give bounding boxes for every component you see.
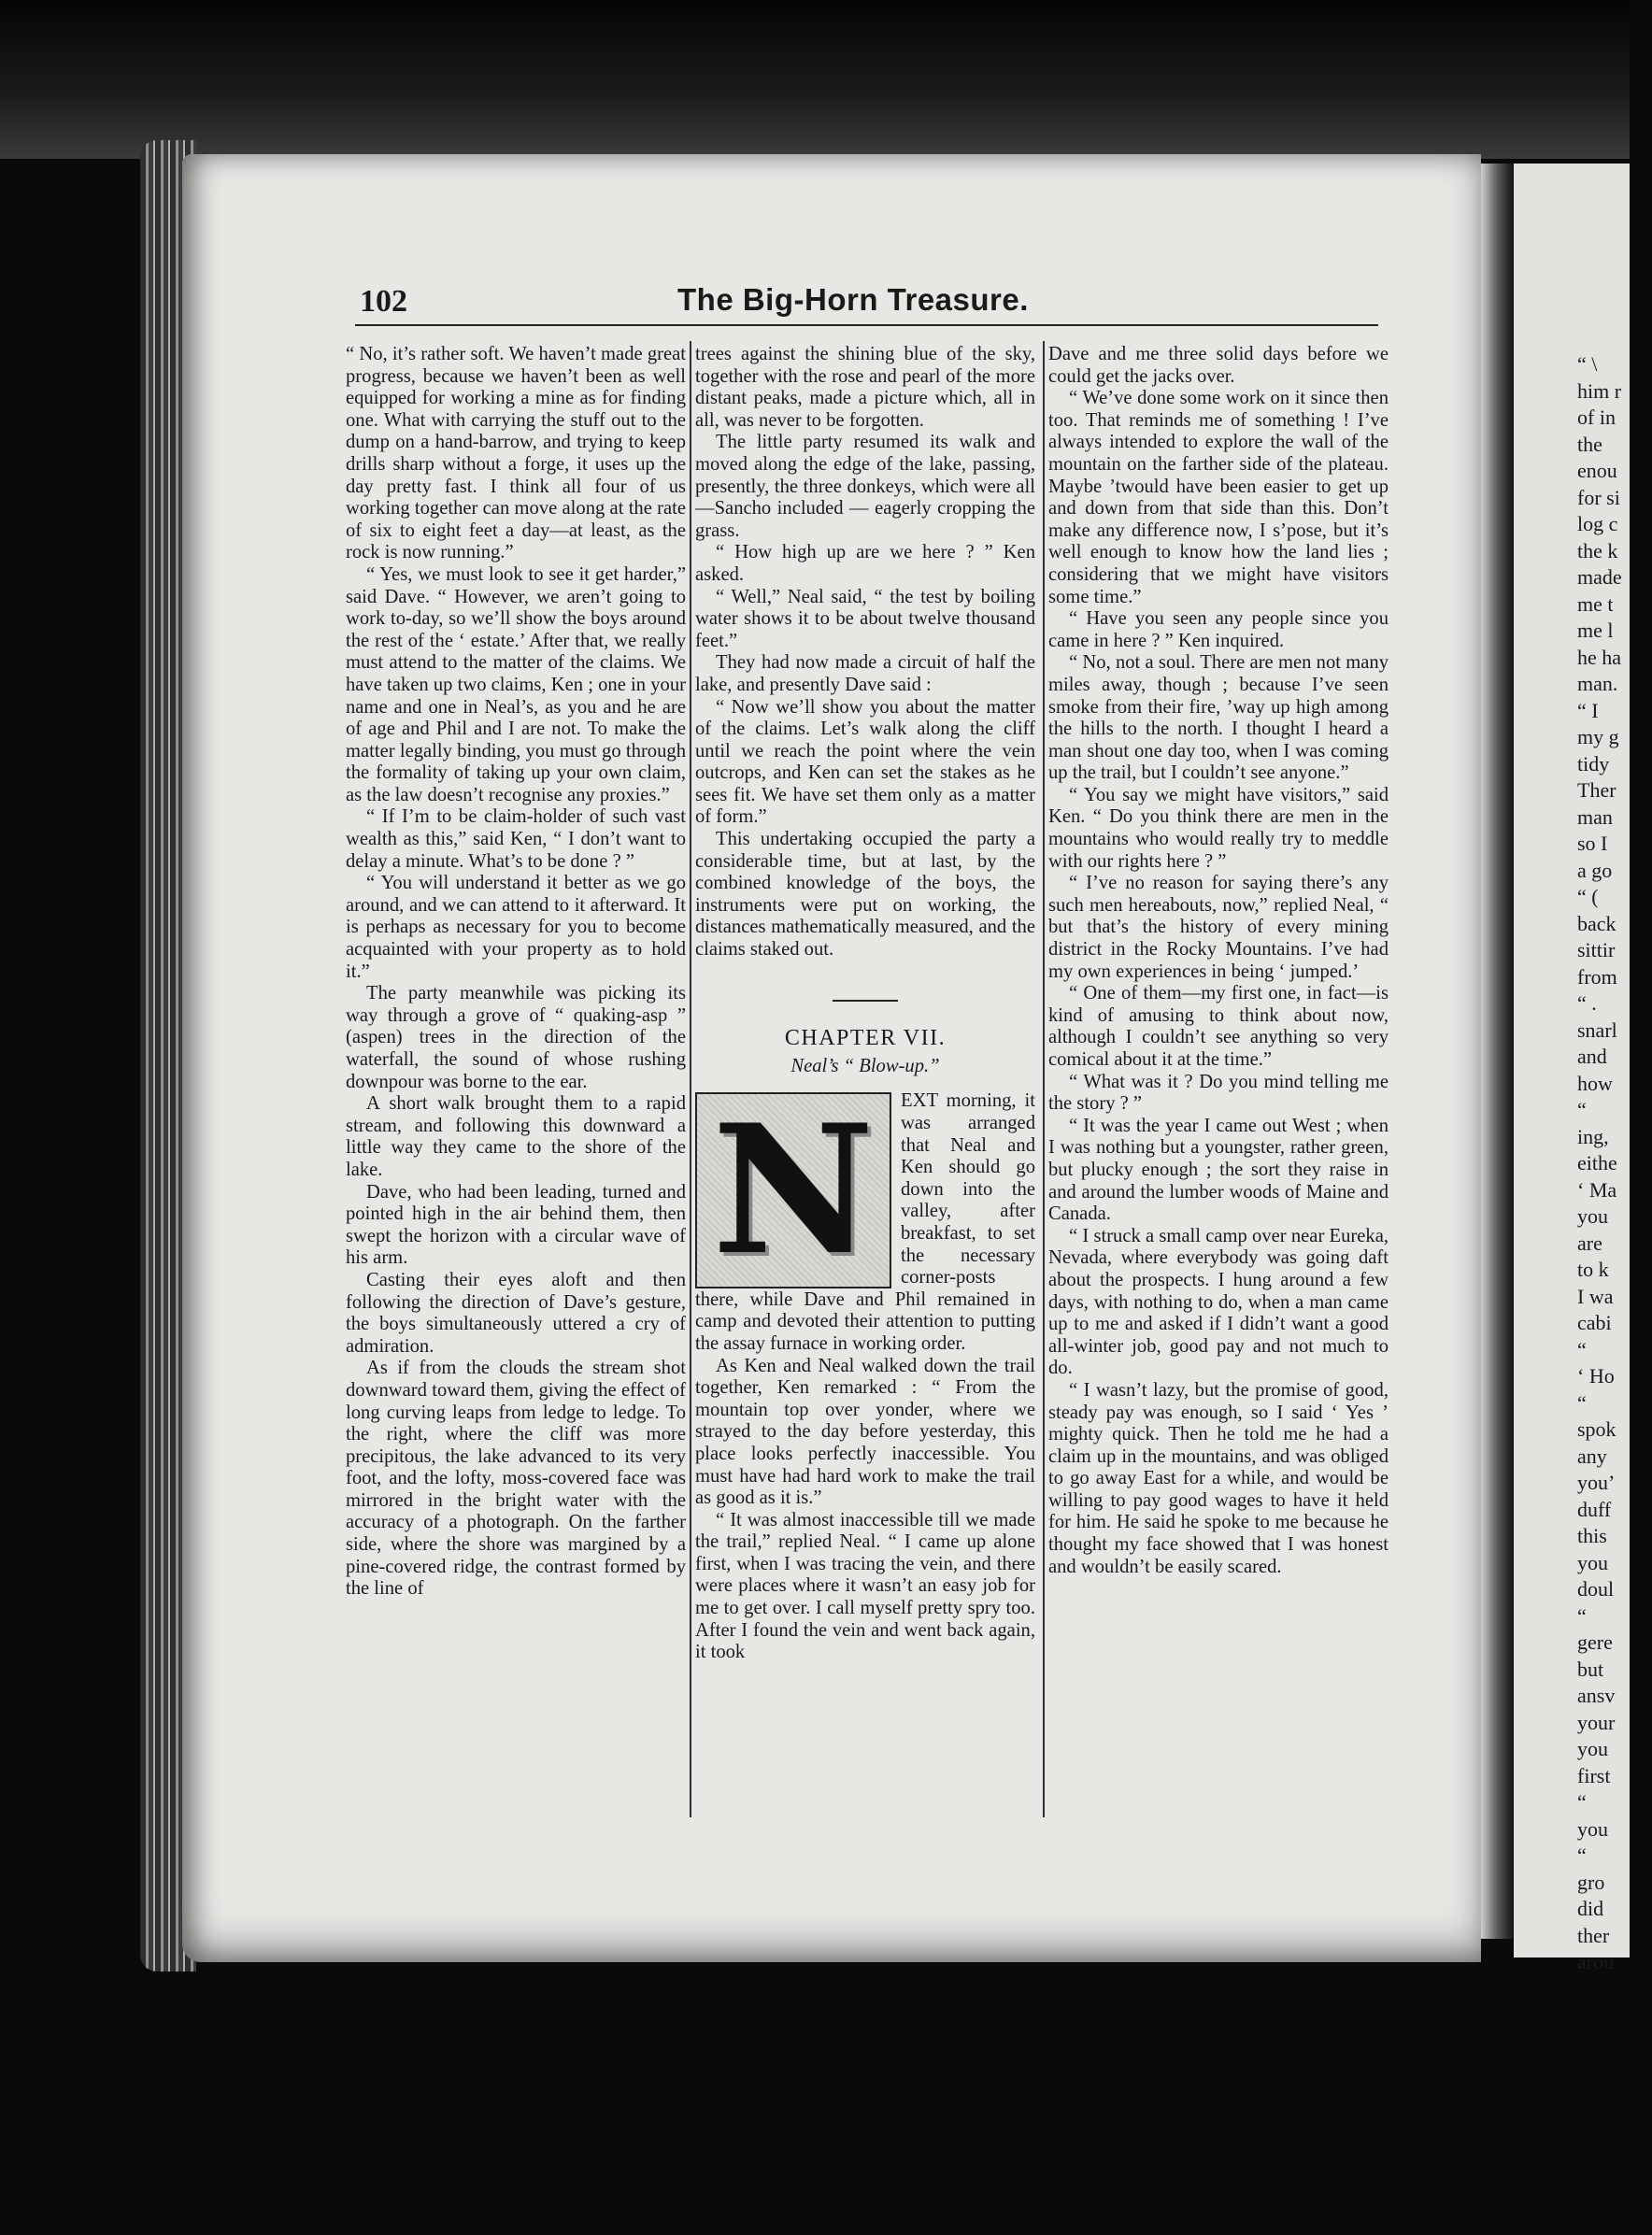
text-column-3: [1048, 344, 1389, 1578]
paragraph: “ Now we’ll show you about the matter of the claims. Let’s walk along the cliff until we reach the point where the vein outcrops, and Ken can set the stakes as he sees fit. We have set them only as a matter of form.”: [695, 696, 1035, 828]
facing-page-fragment: you: [1577, 1550, 1608, 1574]
facing-page-edge: [1514, 164, 1630, 1973]
paragraph: “ Well,” Neal said, “ the test by boiling water shows it to be about twelve thousand feet.”: [695, 586, 1035, 651]
facing-page-fragment: “ .: [1577, 991, 1597, 1015]
paragraph: The party meanwhile was picking its way through a grove of “ quaking-asp ” (aspen) trees in the direction of the waterfall, the sound of whose rushing downpour was borne to the ear.: [346, 983, 686, 1092]
paragraph: trees against the shining blue of the sky, together with the rose and pearl of the more distant peaks, made a picture which, all in all, was never to be forgotten.: [695, 344, 1035, 431]
column-rule: [1043, 341, 1045, 1817]
facing-page-fragment: any: [1577, 1444, 1607, 1468]
facing-page-fragment: me l: [1577, 619, 1614, 642]
paragraph: “ I’ve no reason for saying there’s any such men hereabouts, now,” replied Neal, “ but that’s the history of every mining district in the Rocky Mountains. I’ve had my own experiences in being ‘ jumped.’: [1048, 873, 1389, 982]
facing-page-fragment: ther: [1577, 1923, 1610, 1947]
paragraph: “ We’ve done some work on it since then too. That reminds me of something ! I’ve always intended to explore the wall of the mountain on the farther side of the plateau. Maybe ’twould have been easier to get up and down from that side than this. Don’t make any difference now, I s’pose, but it’s well enough to know how the land lies ; considering that we might have visitors some time.”: [1048, 388, 1389, 607]
facing-page-fragment: “: [1577, 1603, 1587, 1628]
paragraph: Casting their eyes aloft and then following the direction of Dave’s gesture, the boys simultaneously uttered a cry of admiration.: [346, 1269, 686, 1357]
paragraph: “ It was the year I came out West ; when I was nothing but a youngster, rather green, but plucky enough ; the sort they raise in and around the lumber woods of Maine and Canada.: [1048, 1115, 1389, 1225]
facing-page-fragment: me t: [1577, 591, 1614, 616]
column-rule: [690, 341, 691, 1817]
paragraph: They had now made a circuit of half the lake, and presently Dave said :: [695, 652, 1035, 695]
paragraph: “ Yes, we must look to see it get harder,” said Dave. “ However, we aren’t going to work to-day, so we’ll show the boys around the rest of the ‘ estate.’ After that, we really must attend to the matter of the claims. We have taken up two claims, Ken ; one in your name and one in Neal’s, as you and he are of age and Phil and I are not. To make the matter legally binding, you must go through the formality of taking up your own claim, as the law doesn’t recognise any proxies.”: [346, 563, 686, 805]
paragraph: A short walk brought them to a rapid stream, and following this downward a little way they came to the shore of the lake.: [346, 1093, 686, 1180]
facing-page-fragment: to k: [1577, 1258, 1609, 1281]
facing-page-fragment: and: [1577, 1045, 1607, 1068]
paragraph: “ If I’m to be claim-holder of such vast wealth as this,” said Ken, “ I don’t want to delay a minute. What’s to be done ? ”: [346, 806, 686, 872]
text-column-2: [695, 344, 1035, 1664]
section-separator: [695, 989, 1035, 1012]
facing-page-fragment: ing,: [1577, 1124, 1609, 1148]
facing-page-fragment: the k: [1577, 538, 1618, 562]
facing-page-fragment: “: [1577, 1098, 1587, 1121]
paragraph: Dave and me three solid days before we could get the jacks over.: [1048, 344, 1389, 387]
paragraph: “ You will understand it better as we go around, and we can attend to it afterward. It is perhaps as necessary for you to become acquainted with your property as to hold it.”: [346, 873, 686, 982]
facing-page-fragment: arou: [1577, 1950, 1615, 1973]
ornamental-dropcap: [695, 1086, 891, 1295]
facing-page-fragment: from: [1577, 964, 1617, 989]
facing-page-fragment: cabi: [1577, 1311, 1612, 1334]
facing-page-fragment: a go: [1577, 858, 1613, 882]
paragraph: As if from the clouds the stream shot downward toward them, giving the effect of long curving leaps from ledge to ledge. To the right, where the cliff was more precipitous, the lake advanced to its very foot, and the lofty, moss-covered face was mirrored in the bright water with the accuracy of a photograph. On the farther side, where the shore was margined by a pine-covered ridge, the contrast formed by the line of: [346, 1358, 686, 1600]
facing-page-fragment: man: [1577, 804, 1613, 829]
facing-page-fragment: are: [1577, 1231, 1602, 1255]
paragraph: This undertaking occupied the party a considerable time, but at last, by the combined knowledge of the boys, the instruments were put on working, the distances mathematically measured, and the claims staked out.: [695, 829, 1035, 961]
facing-page-fragment: your: [1577, 1710, 1616, 1734]
scan-top-margin: [0, 0, 1630, 159]
paragraph: “ You say we might have visitors,” said Ken. “ Do you think there are men in the mountains who would really try to meddle with our rights here ? ”: [1048, 784, 1389, 872]
paragraph: “ What was it ? Do you mind telling me the story ? ”: [1048, 1071, 1389, 1115]
paragraph: “ How high up are we here ? ” Ken asked.: [695, 542, 1035, 585]
facing-page-fragment: man.: [1577, 672, 1618, 695]
facing-page-fragment: first: [1577, 1763, 1611, 1787]
facing-page-fragment: you: [1577, 1204, 1608, 1228]
facing-page-fragment: log c: [1577, 512, 1618, 535]
facing-page-fragment: “ I: [1577, 698, 1599, 722]
paragraph: “ It was almost inaccessible till we made the trail,” replied Neal. “ I came up alone first, when I was tracing the vein, and there were places where it wasn’t an easy job for me to get over. I call myself pretty spry too. After I found the vein and went back again, it took: [695, 1509, 1035, 1663]
facing-page-fragment: snarl: [1577, 1018, 1617, 1042]
facing-page-fragment: did: [1577, 1897, 1604, 1920]
paragraph: “ I struck a small camp over near Eureka, Nevada, where everybody was going daft about the prospects. I hung around a few days, with nothing to do, when a man came up to me and asked if I didn’t want a good all-winter job, good pay and not much to do.: [1048, 1225, 1389, 1379]
facing-page-fragment: of in: [1577, 406, 1616, 429]
dropcap-letter: N: [712, 1086, 875, 1295]
facing-page-fragment: spok: [1577, 1417, 1616, 1441]
facing-page-fragment: “: [1577, 1337, 1587, 1361]
facing-page-fragment: so I: [1577, 832, 1608, 855]
facing-page-fragment: “ \: [1577, 352, 1598, 376]
chapter-first-paragraph: EXT morning, it was arranged that Neal and Ken should go down into the valley, after breakfast, to set the necessary corner-posts there, while Dave and Phil remained in camp and devoted their attention to putting the assay furnace in working order.: [695, 1090, 1035, 1354]
text-column-1: [346, 344, 686, 1601]
facing-page-fragment: doul: [1577, 1577, 1615, 1601]
facing-page-fragment: him r: [1577, 378, 1622, 403]
paragraph: “ No, it’s rather soft. We haven’t made great progress, because we haven’t been as well equipped for working a mine as for finding one. What with carrying the stuff out to the dump on a hand-barrow, and trying to keep drills sharp without a forge, it uses up the day pretty fast. I think all four of us working together can move along at the rate of six to eight feet a day—at least, as the rock is now running.”: [346, 344, 686, 563]
facing-page-fragment: ‘ Ho: [1577, 1364, 1615, 1388]
paragraph: “ Have you seen any people since you came in here ? ” Ken inquired.: [1048, 608, 1389, 651]
chapter-subtitle: Neal’s “ Blow-up.”: [790, 1055, 940, 1076]
facing-page-fragment: you: [1577, 1816, 1608, 1841]
facing-page-fragment: ‘ Ma: [1577, 1177, 1617, 1202]
facing-page-fragment: enou: [1577, 459, 1617, 482]
facing-page-fragment: ansv: [1577, 1684, 1616, 1707]
paragraph: “ I wasn’t lazy, but the promise of good, steady pay was enough, so I said ‘ Yes ’ mighty quick. Then he told me he had a claim up in the mountains, and was obliged to go away East for a while, and would be willing to pay good wages to have it held for him. He said he spoke to me because he thought my face showed that I was honest and wouldn’t be easily scared.: [1048, 1379, 1389, 1577]
paragraph: “ One of them—my first one, in fact—is kind of amusing to think about now, although I couldn’t see anything so very comical about it at the time.”: [1048, 983, 1389, 1070]
facing-page-fragment: made: [1577, 565, 1622, 589]
facing-page-fragment: Ther: [1577, 778, 1616, 802]
facing-page-fragment: gere: [1577, 1630, 1613, 1654]
paragraph: Dave, who had been leading, turned and pointed high in the air behind them, then swept the horizon with a circular wave of his arm.: [346, 1181, 686, 1269]
facing-page-fragment: but: [1577, 1657, 1604, 1681]
facing-page-fragment: “ (: [1577, 885, 1599, 908]
facing-page-fragment: “: [1577, 1844, 1587, 1867]
facing-page-fragment: “: [1577, 1390, 1587, 1415]
paragraph: “ No, not a soul. There are men not many miles away, though ; because I’ve seen smoke from their fire, ’way up high among the hills to the north. I thought I heard a man shout one day too, when I was coming up the trail, but I couldn’t see anyone.”: [1048, 652, 1389, 784]
facing-page-fragment: duff: [1577, 1497, 1612, 1521]
chapter-title: CHAPTER VII.: [784, 1026, 947, 1051]
facing-page-fragment: how: [1577, 1071, 1613, 1095]
facing-page-fragment: the: [1577, 432, 1602, 456]
header-rule: [355, 324, 1378, 326]
facing-page-fragment: I wa: [1577, 1284, 1614, 1308]
facing-page-fragment: eithe: [1577, 1151, 1617, 1174]
facing-page-fragment: “: [1577, 1790, 1587, 1814]
facing-page-fragment: you’: [1577, 1471, 1616, 1494]
facing-page-fragment: my g: [1577, 725, 1619, 748]
facing-page-fragment: sittir: [1577, 938, 1616, 961]
facing-page-fragment: this: [1577, 1524, 1607, 1547]
facing-page-fragment: tidy: [1577, 751, 1610, 776]
facing-page-fragment: gro: [1577, 1870, 1605, 1894]
page-gutter: [1481, 164, 1514, 1939]
facing-page-fragment: you: [1577, 1737, 1608, 1760]
paragraph: The little party resumed its walk and moved along the edge of the lake, passing, presently, the three donkeys, which were all—Sancho included — eagerly cropping the grass.: [695, 432, 1035, 541]
page-number: 102: [360, 284, 407, 319]
facing-page-fragment: for si: [1577, 485, 1620, 509]
running-title: The Big-Horn Treasure.: [677, 282, 1029, 317]
facing-page-fragment: he ha: [1577, 645, 1622, 669]
facing-page-fragment: back: [1577, 911, 1616, 935]
paragraph: As Ken and Neal walked down the trail together, Ken remarked : “ From the mountain top over yonder, where we strayed to the day before yesterday, this place looks perfectly inaccessible. You must have had hard work to make the trail as good as it is.”: [695, 1355, 1035, 1509]
